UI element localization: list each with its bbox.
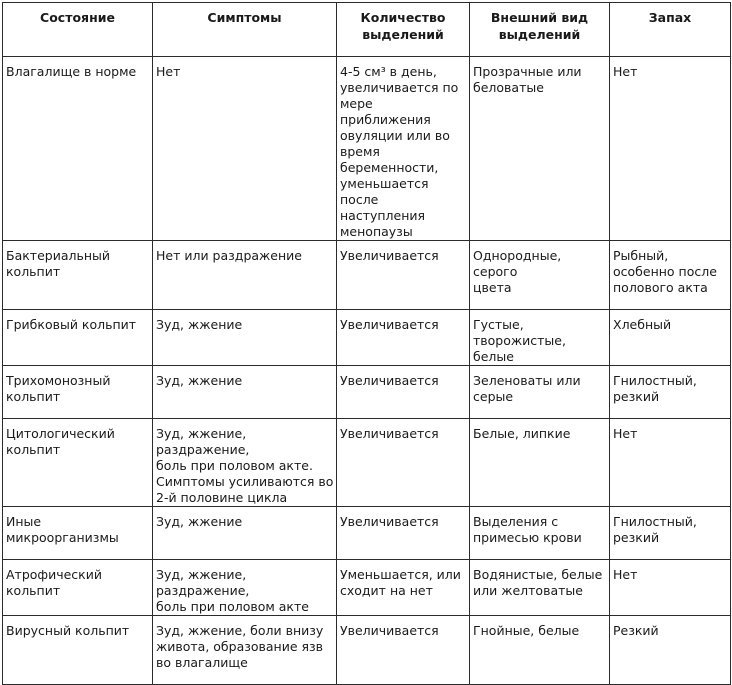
- cell-text: Нет: [613, 64, 638, 79]
- cell-text: Увеличивается: [340, 623, 439, 638]
- cell-text: Гнилостный, резкий: [613, 373, 697, 404]
- cell-condition: [3, 57, 153, 241]
- table-row: [3, 310, 731, 366]
- cell-condition: [3, 560, 153, 616]
- cell-text: 4-5 см³ в день, увеличивается по мере приближения овуляции или во время беременности, уменьшается после наступления менопаузы: [340, 64, 459, 239]
- cell-symptoms: [153, 419, 337, 507]
- cell-text: Густые, творожистые, белые: [473, 317, 566, 364]
- header-discharge-amount: [337, 3, 470, 57]
- cell-symptoms: [153, 616, 337, 685]
- cell-text: Зуд, жжение, раздражение, боль при половом акте: [156, 567, 309, 614]
- cell-appearance: [470, 241, 610, 310]
- cell-amount: [337, 366, 470, 419]
- table-row: [3, 419, 731, 507]
- cell-text: Увеличивается: [340, 514, 439, 529]
- cell-odor: [610, 560, 731, 616]
- header-discharge-appearance: [470, 3, 610, 57]
- header-label: Симптомы: [207, 10, 282, 25]
- cell-odor: [610, 57, 731, 241]
- cell-odor: [610, 241, 731, 310]
- cell-text: Зуд, жжение, боли внизу живота, образование язв во влагалище: [156, 623, 324, 670]
- cell-symptoms: [153, 57, 337, 241]
- cell-text: Зуд, жжение, раздражение, боль при половом акте. Симптомы усиливаются во 2-й половине цикла: [156, 426, 334, 505]
- cell-condition: [3, 310, 153, 366]
- cell-text: Рыбный, особенно после полового акта: [613, 248, 717, 295]
- table-header-row: [3, 3, 731, 57]
- cell-condition: [3, 507, 153, 560]
- cell-odor: [610, 507, 731, 560]
- cell-amount: [337, 310, 470, 366]
- table-row: [3, 560, 731, 616]
- header-odor: [610, 3, 731, 57]
- cell-text: Зеленоваты или серые: [473, 373, 581, 404]
- cell-amount: [337, 507, 470, 560]
- cell-text: Зуд, жжение: [156, 373, 243, 388]
- header-symptoms: [153, 3, 337, 57]
- cell-amount: [337, 616, 470, 685]
- cell-odor: [610, 310, 731, 366]
- table-row: [3, 616, 731, 685]
- cell-text: Прозрачные или беловатые: [473, 64, 582, 95]
- header-condition: [3, 3, 153, 57]
- cell-text: Водянистые, белые или желтоватые: [473, 567, 603, 598]
- cell-text: Резкий: [613, 623, 659, 638]
- cell-appearance: [470, 57, 610, 241]
- cell-symptoms: [153, 366, 337, 419]
- cell-text: Нет: [613, 426, 638, 441]
- header-label: Состояние: [40, 10, 115, 25]
- table-row: [3, 57, 731, 241]
- cell-text: Увеличивается: [340, 426, 439, 441]
- cell-text: Уменьшается, или сходит на нет: [340, 567, 461, 598]
- cell-text: Трихомонозный кольпит: [6, 373, 111, 404]
- cell-text: Гнойные, белые: [473, 623, 580, 638]
- cell-text: Увеличивается: [340, 248, 439, 263]
- cell-amount: [337, 241, 470, 310]
- cell-text: Зуд, жжение: [156, 317, 243, 332]
- cell-odor: [610, 616, 731, 685]
- cell-odor: [610, 366, 731, 419]
- cell-odor: [610, 419, 731, 507]
- cell-amount: [337, 57, 470, 241]
- cell-amount: [337, 560, 470, 616]
- cell-text: Нет или раздражение: [156, 248, 302, 263]
- cell-text: Увеличивается: [340, 373, 439, 388]
- cell-condition: [3, 366, 153, 419]
- cell-symptoms: [153, 310, 337, 366]
- cell-appearance: [470, 366, 610, 419]
- cell-symptoms: [153, 241, 337, 310]
- cell-condition: [3, 241, 153, 310]
- table-row: [3, 366, 731, 419]
- cell-text: Бактериальный кольпит: [6, 248, 110, 279]
- cell-appearance: [470, 560, 610, 616]
- cell-appearance: [470, 310, 610, 366]
- cell-symptoms: [153, 507, 337, 560]
- conditions-table: [2, 2, 731, 685]
- cell-appearance: [470, 507, 610, 560]
- cell-condition: [3, 616, 153, 685]
- cell-text: Выделения с примесью крови: [473, 514, 582, 545]
- cell-condition: [3, 419, 153, 507]
- cell-text: Цитологический кольпит: [6, 426, 115, 457]
- cell-text: Белые, липкие: [473, 426, 571, 441]
- cell-text: Однородные, серого цвета: [473, 248, 562, 295]
- cell-text: Нет: [156, 64, 181, 79]
- cell-text: Влагалище в норме: [6, 64, 137, 79]
- cell-amount: [337, 419, 470, 507]
- cell-text: Хлебный: [613, 317, 672, 332]
- header-label: Внешний вид выделений: [490, 10, 589, 42]
- cell-text: Вирусный кольпит: [6, 623, 130, 638]
- cell-text: Гнилостный, резкий: [613, 514, 697, 545]
- cell-text: Атрофический кольпит: [6, 567, 102, 598]
- cell-text: Увеличивается: [340, 317, 439, 332]
- header-label: Количество выделений: [360, 10, 446, 42]
- cell-appearance: [470, 419, 610, 507]
- cell-text: Иные микроорганизмы: [6, 514, 119, 545]
- cell-appearance: [470, 616, 610, 685]
- cell-text: Зуд, жжение: [156, 514, 243, 529]
- header-label: Запах: [648, 10, 692, 25]
- cell-symptoms: [153, 560, 337, 616]
- table-row: [3, 241, 731, 310]
- cell-text: Грибковый кольпит: [6, 317, 137, 332]
- cell-text: Нет: [613, 567, 638, 582]
- table-row: [3, 507, 731, 560]
